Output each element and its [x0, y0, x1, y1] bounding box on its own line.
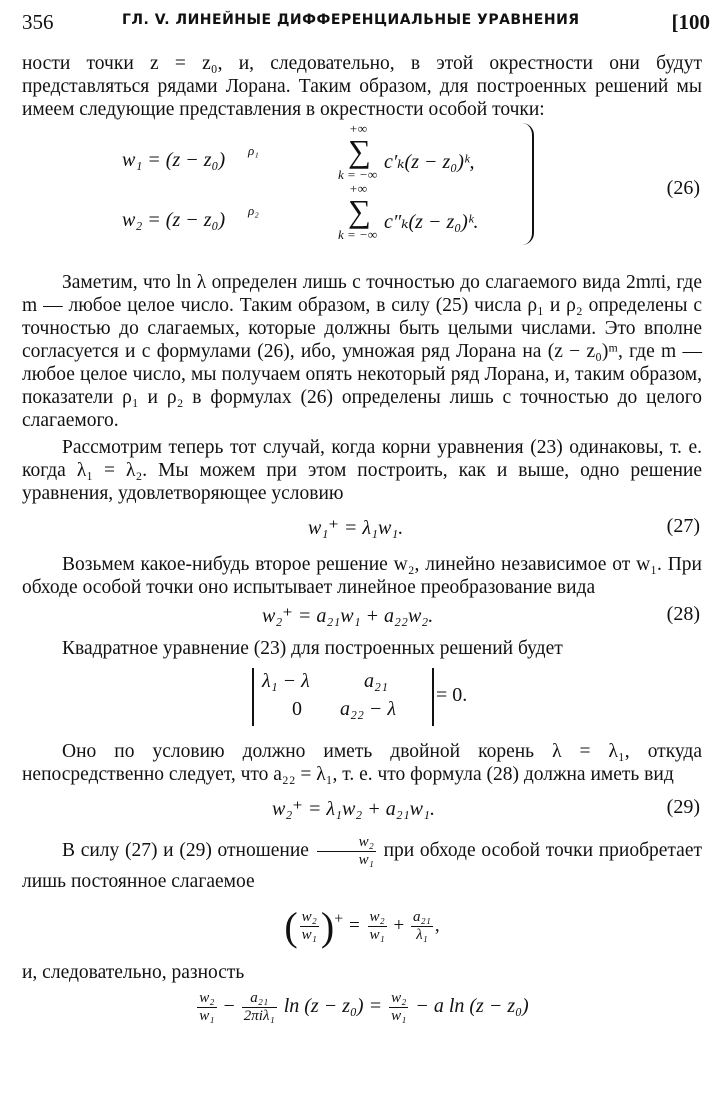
eq26-line1-sigma: ∑: [348, 133, 371, 169]
eq26-line2-lhs: w₂ = (z − z₀): [122, 209, 226, 231]
eq28-formula: w₂⁺ = a₂₁w₁ + a₂₂w₂.: [262, 605, 434, 627]
eq26-line2-exp: ρ₂: [248, 203, 259, 218]
eq26-line1-rhs: c′ₖ(z − z₀)ᵏ,: [384, 151, 475, 173]
eq26-number: (26): [666, 177, 700, 199]
eq28-number: (28): [666, 603, 700, 625]
det-r1c1: λ₁ − λ: [262, 670, 310, 692]
determinant: [252, 668, 434, 726]
det-r2c1: 0: [292, 698, 302, 720]
paragraph-8: и, следовательно, разность: [22, 962, 245, 983]
det-r1c2: a₂₁: [364, 670, 388, 692]
inc-a-fraction: $\frac{\text{a₂₁}}{\text{λ₁}}$: [412, 909, 431, 943]
paragraph-2: Заметим, что ln λ определен лишь с точностью до слагаемого вида 2mπi, где m — любое целое число. Таким образом, в силу (25) числа ρ₁ и ρ₂ определены с точностью до слагаемых, которые должны быть целыми числами. Это вполне согласуется и с формулами (26), ибо, умножая ряд Лорана на (z − z₀)ᵐ, где m — любое целое число, мы получаем опять некоторый ряд Лорана, и, таким образом, показатели ρ₁ и ρ₂ в формулах (26) определены лишь с точностью до целого слагаемого.: [22, 272, 702, 431]
ratio-num: w₂: [317, 834, 376, 852]
eq26-line1-lhs: w₁ = (z − z₀): [122, 149, 226, 171]
equation-difference: [22, 990, 702, 1038]
det-rhs: = 0.: [436, 684, 468, 706]
equation-26: [22, 121, 702, 255]
diff-tail: − a ln (z − z₀): [415, 995, 529, 1018]
inc-lhs-fraction: $\frac{\text{w₂}}{\text{w₁}}$: [301, 909, 317, 943]
eq27-formula: w₁⁺ = λ₁w₁.: [308, 517, 404, 539]
eq29-number: (29): [666, 796, 700, 818]
diff-f3: $\frac{\text{w₂}}{\text{w₁}}$: [391, 990, 407, 1024]
eq26-line1-sum-top: +∞: [349, 121, 368, 136]
eq26-line2-sum-bottom: k = −∞: [338, 227, 378, 242]
eq29-formula: w₂⁺ = λ₁w₂ + a₂₁w₁.: [272, 798, 435, 820]
page-number: 356: [22, 10, 54, 34]
eq27-number: (27): [666, 515, 700, 537]
paragraph-6: Оно по условию должно иметь двойной корень λ = λ₁, откуда непосредственно следует, что a₂₂ = λ₁, т. е. что формула (28) должна иметь вид: [22, 741, 702, 785]
ratio-den: w₁: [358, 852, 374, 868]
paragraph-5: Квадратное уравнение (23) для построенных решений будет: [62, 638, 563, 659]
eq26-line2-sum-top: +∞: [349, 181, 368, 196]
inc-comma: ,: [434, 914, 440, 936]
equation-increment: ( $\frac{\text{w₂}}{\text{w₁}}$ )+ = $\frac{\text{w₂}}{\text{w₁}}$ + $\frac{\text{a₂₁}}{\text{λ₁}}$ ,: [284, 904, 440, 949]
diff-middle: ln (z − z₀) =: [283, 995, 383, 1018]
equation-27: [22, 511, 702, 545]
diff-f2: $\frac{\text{a₂₁}}{\text{2πiλ₁}}$: [243, 990, 275, 1024]
paragraph-4: Возьмем какое-нибудь второе решение w₂, линейно независимое от w₁. При обходе особой точки оно испытывает линейное преобразование вида: [22, 554, 702, 598]
eq26-line2-sigma: ∑: [348, 193, 371, 229]
eq26-line1-exp: ρ₁: [248, 143, 259, 158]
section-number: [100: [671, 10, 710, 34]
det-r2c2: a₂₂ − λ: [340, 698, 397, 720]
eq26-brace: [522, 123, 534, 245]
paragraph-1: ности точки z = z₀, и, следовательно, в этой окрестности они будут представляться рядами Лорана. Таким образом, для построенных решений мы имеем следующие представления в окрестности особой точки:: [22, 53, 702, 120]
inc-rhs-fraction: $\frac{\text{w₂}}{\text{w₁}}$: [369, 909, 385, 943]
determinant-equation: [22, 668, 702, 732]
eq26-line2-rhs: c″ₖ(z − z₀)ᵏ.: [384, 211, 479, 233]
paragraph-3: Рассмотрим теперь тот случай, когда корни уравнения (23) одинаковы, т. е. когда λ₁ = λ₂. Мы можем при этом построить, как и выше, одно решение уравнения, удовлетворяющее условию: [22, 437, 702, 504]
eq26-line1-sum-bottom: k = −∞: [338, 167, 378, 182]
equation-29: [22, 792, 702, 826]
paragraph-7: [22, 834, 702, 895]
chapter-title: ГЛ. V. ЛИНЕЙНЫЕ ДИФФЕРЕНЦИАЛЬНЫЕ УРАВНЕНИЯ: [122, 12, 580, 28]
inc-plus: +: [393, 914, 405, 936]
diff-f1: $\frac{\text{w₂}}{\text{w₁}}$: [199, 990, 215, 1024]
running-header: [22, 10, 710, 38]
paragraph-7-end: при обходе особой точки приобретает лишь постоянное слагаемое: [22, 839, 703, 892]
book-page: [22, 10, 710, 1038]
paragraph-7-start: В силу (27) и (29) отношение: [62, 839, 309, 861]
ratio-fraction: [317, 834, 376, 869]
equation-28: [22, 601, 702, 633]
inc-eq: =: [347, 914, 361, 936]
diff-minus: −: [223, 995, 235, 1018]
